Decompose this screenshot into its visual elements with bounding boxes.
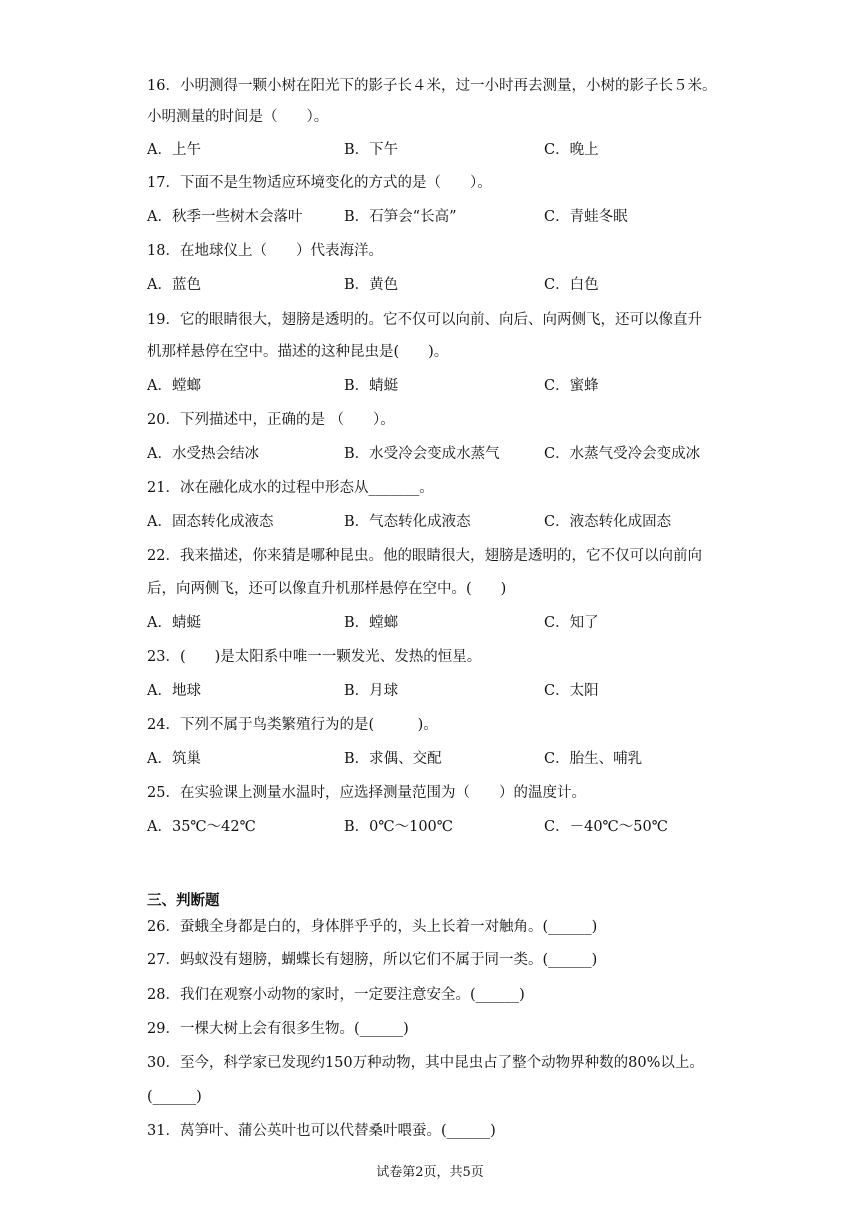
- option-c: C．白色: [544, 277, 599, 293]
- question-16-line-2: 小明测量的时间是（ ）。: [147, 109, 329, 125]
- option-c: C．知了: [544, 615, 599, 631]
- question-24-line-1: 24．下列不属于鸟类繁殖行为的是( )。: [147, 717, 438, 733]
- option-c: C．蜜蜂: [544, 378, 599, 394]
- question-23-line-1: 23．( )是太阳系中唯一一颗发光、发热的恒星。: [147, 649, 482, 665]
- option-c: C．太阳: [544, 683, 599, 699]
- page-footer: 试卷第2页，共5页: [376, 1165, 484, 1180]
- option-a: A．35℃～42℃: [147, 819, 256, 835]
- question-20-options: [147, 444, 747, 464]
- option-b: B．水受冷会变成水蒸气: [344, 446, 500, 462]
- option-c: C．青蛙冬眠: [544, 209, 628, 225]
- question-21-options: [147, 512, 747, 532]
- option-a: A．水受热会结冰: [147, 446, 259, 462]
- option-b: B．下午: [344, 142, 399, 158]
- option-a: A．地球: [147, 683, 201, 699]
- option-c: C．胎生、哺乳: [544, 751, 643, 767]
- question-25-options: [147, 817, 747, 837]
- question-17-options: [147, 207, 747, 227]
- option-a: A．蜻蜓: [147, 615, 201, 631]
- option-b: B．螳螂: [344, 615, 399, 631]
- option-a: A．筑巢: [147, 751, 201, 767]
- option-a: A．秋季一些树木会落叶: [147, 209, 303, 225]
- judgment-item-30-blank: (______): [147, 1089, 202, 1105]
- judgment-item-26: 26．蚕蛾全身都是白的，身体胖乎乎的，头上长着一对触角。(______): [147, 919, 598, 935]
- question-19-line-2: 机那样悬停在空中。描述的这种昆虫是( )。: [147, 344, 449, 360]
- option-b: B．黄色: [344, 277, 399, 293]
- option-b: B．气态转化成液态: [344, 514, 471, 530]
- option-a: A．上午: [147, 142, 201, 158]
- option-b: B．月球: [344, 683, 399, 699]
- option-b: B．蜻蜓: [344, 378, 399, 394]
- question-17-line-1: 17．下面不是生物适应环境变化的方式的是（ ）。: [147, 175, 492, 191]
- question-19-options: [147, 376, 747, 396]
- option-b: B．求偶、交配: [344, 751, 442, 767]
- question-23-options: [147, 681, 747, 701]
- question-18-line-1: 18．在地球仪上（ ）代表海洋。: [147, 243, 383, 259]
- question-18-options: [147, 275, 747, 295]
- question-16-line-1: 16．小明测得一颗小树在阳光下的影子长４米，过一小时再去测量，小树的影子长５米。: [147, 78, 717, 94]
- judgment-item-29: 29．一棵大树上会有很多生物。(______): [147, 1021, 409, 1037]
- question-21-line-1: 21．冰在融化成水的过程中形态从_______。: [147, 480, 434, 496]
- option-a: A．蓝色: [147, 277, 201, 293]
- question-16-options: [147, 140, 747, 160]
- option-a: A．螳螂: [147, 378, 201, 394]
- question-19-line-1: 19．它的眼睛很大，翅膀是透明的。它不仅可以向前、向后、向两侧飞，还可以像直升: [147, 312, 702, 328]
- option-c: C．液态转化成固态: [544, 514, 672, 530]
- question-22-options: [147, 613, 747, 633]
- question-22-line-1: 22．我来描述，你来猜是哪种昆虫。他的眼睛很大，翅膀是透明的，它不仅可以向前向: [147, 548, 702, 564]
- judgment-item-31: 31．莴笋叶、蒲公英叶也可以代替桑叶喂蚕。(______): [147, 1123, 496, 1139]
- judgment-item-30: 30．至今，科学家已发现约150万种动物，其中昆虫占了整个动物界种数的80%以上。: [147, 1055, 704, 1071]
- question-20-line-1: 20．下列描述中，正确的是 （ ）。: [147, 412, 395, 428]
- question-22-line-2: 后，向两侧飞，还可以像直升机那样悬停在空中。( ): [147, 581, 507, 597]
- option-c: C．水蒸气受冷会变成冰: [544, 446, 701, 462]
- judgment-item-27: 27．蚂蚁没有翅膀，蝴蝶长有翅膀，所以它们不属于同一类。(______): [147, 952, 598, 968]
- question-25-line-1: 25．在实验课上测量水温时，应选择测量范围为（ ）的温度计。: [147, 785, 586, 801]
- option-b: B．石笋会“长高”: [344, 209, 457, 225]
- option-a: A．固态转化成液态: [147, 514, 274, 530]
- option-c: C．－40℃～50℃: [544, 819, 668, 835]
- question-24-options: [147, 749, 747, 769]
- judgment-item-28: 28．我们在观察小动物的家时，一定要注意安全。(______): [147, 987, 525, 1003]
- option-c: C．晚上: [544, 142, 599, 158]
- option-b: B．0℃～100℃: [344, 819, 453, 835]
- section-title-judgment: 三、判断题: [147, 892, 220, 909]
